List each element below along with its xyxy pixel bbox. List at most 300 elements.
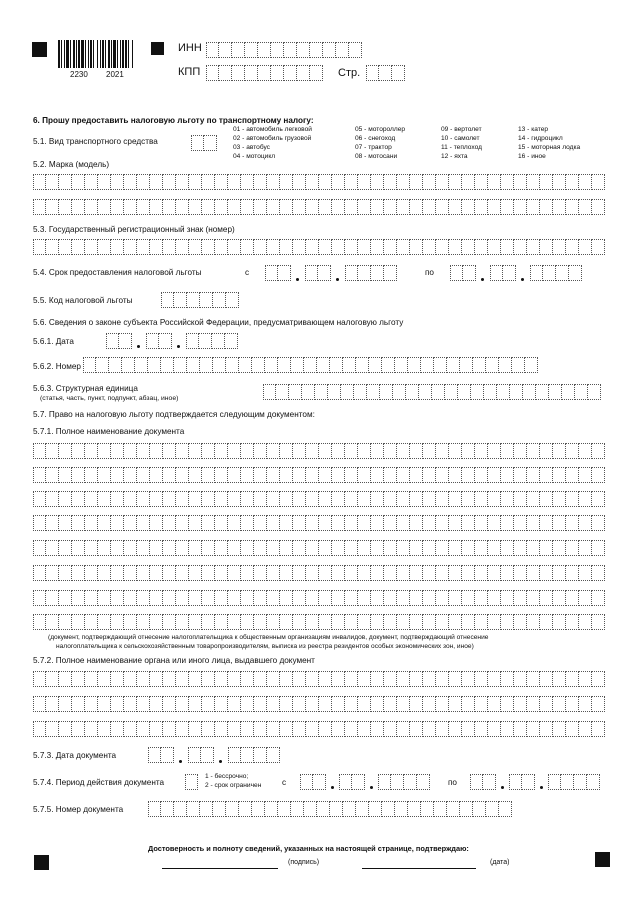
input-cell[interactable] — [471, 384, 484, 400]
reg-number-field[interactable] — [33, 239, 605, 255]
input-cell[interactable] — [462, 443, 475, 459]
input-cell[interactable] — [410, 467, 423, 483]
input-cell[interactable] — [148, 801, 161, 817]
input-cell[interactable] — [436, 443, 449, 459]
input-cell[interactable] — [449, 540, 462, 556]
input-cell[interactable] — [228, 174, 241, 190]
input-cell[interactable] — [163, 671, 176, 687]
input-cell[interactable] — [592, 540, 605, 556]
input-cell[interactable] — [280, 443, 293, 459]
input-cell[interactable] — [527, 239, 540, 255]
input-cell[interactable] — [397, 721, 410, 737]
brand-field-row-2[interactable] — [33, 199, 605, 215]
input-cell[interactable] — [488, 443, 501, 459]
input-cell[interactable] — [410, 239, 423, 255]
input-cell[interactable] — [540, 590, 553, 606]
input-cell[interactable] — [304, 357, 317, 373]
input-cell[interactable] — [408, 801, 421, 817]
validity-to-day[interactable] — [470, 774, 496, 790]
input-cell[interactable] — [241, 671, 254, 687]
input-cell[interactable] — [228, 515, 241, 531]
kpp-field[interactable] — [206, 65, 323, 81]
inn-field[interactable] — [206, 42, 362, 58]
input-cell[interactable] — [462, 491, 475, 507]
input-cell[interactable] — [553, 491, 566, 507]
input-cell[interactable] — [592, 467, 605, 483]
input-cell[interactable] — [410, 565, 423, 581]
signature-line[interactable] — [162, 868, 278, 869]
input-cell[interactable] — [423, 696, 436, 712]
input-cell[interactable] — [137, 174, 150, 190]
validity-to-year[interactable] — [548, 774, 600, 790]
input-cell[interactable] — [185, 774, 198, 790]
input-cell[interactable] — [553, 721, 566, 737]
input-cell[interactable] — [410, 174, 423, 190]
input-cell[interactable] — [150, 614, 163, 630]
input-cell[interactable] — [501, 491, 514, 507]
input-cell[interactable] — [371, 174, 384, 190]
input-cell[interactable] — [72, 671, 85, 687]
input-cell[interactable] — [124, 443, 137, 459]
input-cell[interactable] — [579, 540, 592, 556]
input-cell[interactable] — [423, 565, 436, 581]
input-cell[interactable] — [514, 491, 527, 507]
input-cell[interactable] — [501, 199, 514, 215]
input-cell[interactable] — [410, 199, 423, 215]
input-cell[interactable] — [579, 467, 592, 483]
input-cell[interactable] — [501, 696, 514, 712]
input-cell[interactable] — [302, 384, 315, 400]
input-cell[interactable] — [462, 174, 475, 190]
doc-number-field[interactable] — [148, 801, 512, 817]
input-cell[interactable] — [475, 515, 488, 531]
input-cell[interactable] — [293, 239, 306, 255]
input-cell[interactable] — [85, 540, 98, 556]
input-cell[interactable] — [501, 467, 514, 483]
input-cell[interactable] — [332, 515, 345, 531]
input-cell[interactable] — [98, 721, 111, 737]
input-cell[interactable] — [488, 515, 501, 531]
input-cell[interactable] — [124, 515, 137, 531]
input-cell[interactable] — [306, 721, 319, 737]
input-cell[interactable] — [475, 467, 488, 483]
input-cell[interactable] — [371, 265, 384, 281]
date-line[interactable] — [362, 868, 476, 869]
input-cell[interactable] — [163, 590, 176, 606]
input-cell[interactable] — [226, 357, 239, 373]
input-cell[interactable] — [358, 467, 371, 483]
input-cell[interactable] — [124, 491, 137, 507]
input-cell[interactable] — [150, 671, 163, 687]
input-cell[interactable] — [96, 357, 109, 373]
input-cell[interactable] — [293, 174, 306, 190]
input-cell[interactable] — [46, 239, 59, 255]
input-cell[interactable] — [540, 199, 553, 215]
input-cell[interactable] — [371, 696, 384, 712]
input-cell[interactable] — [267, 239, 280, 255]
input-cell[interactable] — [59, 239, 72, 255]
input-cell[interactable] — [328, 384, 341, 400]
input-cell[interactable] — [592, 174, 605, 190]
period-to-day[interactable] — [450, 265, 476, 281]
input-cell[interactable] — [163, 515, 176, 531]
input-cell[interactable] — [111, 239, 124, 255]
input-cell[interactable] — [395, 357, 408, 373]
input-cell[interactable] — [397, 174, 410, 190]
input-cell[interactable] — [345, 515, 358, 531]
input-cell[interactable] — [384, 565, 397, 581]
input-cell[interactable] — [189, 590, 202, 606]
input-cell[interactable] — [358, 614, 371, 630]
input-cell[interactable] — [137, 540, 150, 556]
input-cell[interactable] — [111, 696, 124, 712]
input-cell[interactable] — [46, 491, 59, 507]
input-cell[interactable] — [579, 491, 592, 507]
input-cell[interactable] — [579, 696, 592, 712]
input-cell[interactable] — [163, 199, 176, 215]
input-cell[interactable] — [189, 696, 202, 712]
input-cell[interactable] — [566, 467, 579, 483]
input-cell[interactable] — [380, 384, 393, 400]
input-cell[interactable] — [300, 774, 313, 790]
input-cell[interactable] — [72, 614, 85, 630]
input-cell[interactable] — [189, 671, 202, 687]
doc-name-row-3[interactable] — [33, 491, 605, 507]
input-cell[interactable] — [228, 540, 241, 556]
input-cell[interactable] — [124, 174, 137, 190]
input-cell[interactable] — [397, 565, 410, 581]
input-cell[interactable] — [187, 292, 200, 308]
input-cell[interactable] — [189, 540, 202, 556]
input-cell[interactable] — [278, 801, 291, 817]
input-cell[interactable] — [297, 65, 310, 81]
input-cell[interactable] — [137, 199, 150, 215]
input-cell[interactable] — [449, 491, 462, 507]
input-cell[interactable] — [514, 671, 527, 687]
input-cell[interactable] — [423, 467, 436, 483]
input-cell[interactable] — [588, 384, 601, 400]
input-cell[interactable] — [358, 515, 371, 531]
input-cell[interactable] — [475, 540, 488, 556]
input-cell[interactable] — [213, 801, 226, 817]
validity-from-year[interactable] — [378, 774, 430, 790]
input-cell[interactable] — [332, 239, 345, 255]
input-cell[interactable] — [122, 357, 135, 373]
input-cell[interactable] — [592, 515, 605, 531]
input-cell[interactable] — [423, 515, 436, 531]
input-cell[interactable] — [212, 333, 225, 349]
input-cell[interactable] — [410, 443, 423, 459]
brand-field-row-1[interactable] — [33, 174, 605, 190]
input-cell[interactable] — [319, 590, 332, 606]
input-cell[interactable] — [254, 239, 267, 255]
input-cell[interactable] — [436, 721, 449, 737]
input-cell[interactable] — [98, 443, 111, 459]
input-cell[interactable] — [254, 540, 267, 556]
input-cell[interactable] — [280, 239, 293, 255]
input-cell[interactable] — [202, 590, 215, 606]
input-cell[interactable] — [228, 199, 241, 215]
input-cell[interactable] — [527, 671, 540, 687]
input-cell[interactable] — [215, 174, 228, 190]
input-cell[interactable] — [215, 199, 228, 215]
input-cell[interactable] — [509, 774, 522, 790]
input-cell[interactable] — [527, 174, 540, 190]
input-cell[interactable] — [98, 199, 111, 215]
input-cell[interactable] — [527, 199, 540, 215]
input-cell[interactable] — [391, 774, 404, 790]
input-cell[interactable] — [241, 174, 254, 190]
input-cell[interactable] — [284, 42, 297, 58]
input-cell[interactable] — [592, 491, 605, 507]
input-cell[interactable] — [345, 721, 358, 737]
input-cell[interactable] — [254, 491, 267, 507]
input-cell[interactable] — [330, 801, 343, 817]
input-cell[interactable] — [371, 443, 384, 459]
input-cell[interactable] — [449, 174, 462, 190]
input-cell[interactable] — [566, 174, 579, 190]
input-cell[interactable] — [280, 565, 293, 581]
input-cell[interactable] — [98, 467, 111, 483]
input-cell[interactable] — [176, 239, 189, 255]
input-cell[interactable] — [241, 721, 254, 737]
input-cell[interactable] — [579, 614, 592, 630]
input-cell[interactable] — [490, 265, 503, 281]
input-cell[interactable] — [33, 721, 46, 737]
input-cell[interactable] — [278, 265, 291, 281]
input-cell[interactable] — [278, 357, 291, 373]
input-cell[interactable] — [228, 467, 241, 483]
input-cell[interactable] — [436, 467, 449, 483]
input-cell[interactable] — [124, 565, 137, 581]
input-cell[interactable] — [293, 721, 306, 737]
input-cell[interactable] — [200, 292, 213, 308]
input-cell[interactable] — [176, 614, 189, 630]
input-cell[interactable] — [150, 721, 163, 737]
input-cell[interactable] — [202, 515, 215, 531]
input-cell[interactable] — [163, 540, 176, 556]
input-cell[interactable] — [384, 540, 397, 556]
input-cell[interactable] — [280, 174, 293, 190]
input-cell[interactable] — [384, 614, 397, 630]
input-cell[interactable] — [449, 696, 462, 712]
input-cell[interactable] — [186, 333, 199, 349]
input-cell[interactable] — [332, 467, 345, 483]
input-cell[interactable] — [46, 614, 59, 630]
input-cell[interactable] — [137, 515, 150, 531]
input-cell[interactable] — [280, 515, 293, 531]
input-cell[interactable] — [284, 65, 297, 81]
input-cell[interactable] — [527, 540, 540, 556]
input-cell[interactable] — [562, 384, 575, 400]
input-cell[interactable] — [72, 565, 85, 581]
input-cell[interactable] — [150, 565, 163, 581]
input-cell[interactable] — [228, 239, 241, 255]
input-cell[interactable] — [72, 515, 85, 531]
input-cell[interactable] — [319, 467, 332, 483]
input-cell[interactable] — [514, 540, 527, 556]
input-cell[interactable] — [423, 239, 436, 255]
input-cell[interactable] — [306, 540, 319, 556]
input-cell[interactable] — [148, 357, 161, 373]
input-cell[interactable] — [206, 65, 219, 81]
input-cell[interactable] — [332, 199, 345, 215]
input-cell[interactable] — [592, 199, 605, 215]
input-cell[interactable] — [254, 671, 267, 687]
input-cell[interactable] — [137, 443, 150, 459]
input-cell[interactable] — [475, 614, 488, 630]
input-cell[interactable] — [150, 467, 163, 483]
input-cell[interactable] — [527, 614, 540, 630]
input-cell[interactable] — [566, 199, 579, 215]
input-cell[interactable] — [150, 491, 163, 507]
input-cell[interactable] — [488, 614, 501, 630]
input-cell[interactable] — [265, 265, 278, 281]
input-cell[interactable] — [488, 491, 501, 507]
input-cell[interactable] — [293, 614, 306, 630]
input-cell[interactable] — [204, 135, 217, 151]
input-cell[interactable] — [356, 801, 369, 817]
input-cell[interactable] — [371, 199, 384, 215]
input-cell[interactable] — [410, 515, 423, 531]
input-cell[interactable] — [241, 199, 254, 215]
input-cell[interactable] — [163, 696, 176, 712]
input-cell[interactable] — [215, 443, 228, 459]
input-cell[interactable] — [85, 515, 98, 531]
doc-date-year[interactable] — [228, 747, 280, 763]
input-cell[interactable] — [367, 384, 380, 400]
input-cell[interactable] — [332, 491, 345, 507]
input-cell[interactable] — [514, 696, 527, 712]
input-cell[interactable] — [436, 491, 449, 507]
input-cell[interactable] — [228, 671, 241, 687]
input-cell[interactable] — [501, 515, 514, 531]
input-cell[interactable] — [421, 801, 434, 817]
input-cell[interactable] — [540, 721, 553, 737]
input-cell[interactable] — [592, 590, 605, 606]
input-cell[interactable] — [72, 540, 85, 556]
input-cell[interactable] — [358, 265, 371, 281]
input-cell[interactable] — [161, 292, 174, 308]
input-cell[interactable] — [475, 721, 488, 737]
input-cell[interactable] — [254, 174, 267, 190]
input-cell[interactable] — [530, 265, 543, 281]
input-cell[interactable] — [111, 515, 124, 531]
input-cell[interactable] — [318, 265, 331, 281]
input-cell[interactable] — [159, 333, 172, 349]
input-cell[interactable] — [202, 671, 215, 687]
input-cell[interactable] — [150, 174, 163, 190]
input-cell[interactable] — [358, 721, 371, 737]
input-cell[interactable] — [200, 801, 213, 817]
input-cell[interactable] — [265, 357, 278, 373]
input-cell[interactable] — [271, 65, 284, 81]
input-cell[interactable] — [436, 239, 449, 255]
input-cell[interactable] — [527, 696, 540, 712]
input-cell[interactable] — [358, 590, 371, 606]
input-cell[interactable] — [488, 565, 501, 581]
input-cell[interactable] — [332, 174, 345, 190]
input-cell[interactable] — [436, 540, 449, 556]
input-cell[interactable] — [174, 357, 187, 373]
input-cell[interactable] — [111, 199, 124, 215]
input-cell[interactable] — [265, 801, 278, 817]
input-cell[interactable] — [587, 774, 600, 790]
input-cell[interactable] — [410, 590, 423, 606]
input-cell[interactable] — [447, 801, 460, 817]
input-cell[interactable] — [148, 747, 161, 763]
input-cell[interactable] — [447, 357, 460, 373]
period-from-day[interactable] — [265, 265, 291, 281]
law-number-field[interactable] — [83, 357, 538, 373]
input-cell[interactable] — [150, 590, 163, 606]
doc-date-month[interactable] — [188, 747, 214, 763]
input-cell[interactable] — [111, 590, 124, 606]
input-cell[interactable] — [397, 199, 410, 215]
input-cell[interactable] — [462, 199, 475, 215]
input-cell[interactable] — [124, 721, 137, 737]
input-cell[interactable] — [371, 239, 384, 255]
input-cell[interactable] — [371, 614, 384, 630]
input-cell[interactable] — [215, 515, 228, 531]
benefit-code-field[interactable] — [161, 292, 239, 308]
input-cell[interactable] — [371, 540, 384, 556]
structural-unit-field[interactable] — [263, 384, 601, 400]
input-cell[interactable] — [332, 443, 345, 459]
input-cell[interactable] — [306, 467, 319, 483]
input-cell[interactable] — [291, 357, 304, 373]
input-cell[interactable] — [345, 265, 358, 281]
input-cell[interactable] — [163, 721, 176, 737]
input-cell[interactable] — [566, 515, 579, 531]
law-date-year[interactable] — [186, 333, 238, 349]
input-cell[interactable] — [345, 239, 358, 255]
input-cell[interactable] — [397, 614, 410, 630]
input-cell[interactable] — [366, 65, 379, 81]
input-cell[interactable] — [514, 467, 527, 483]
input-cell[interactable] — [397, 540, 410, 556]
input-cell[interactable] — [501, 590, 514, 606]
input-cell[interactable] — [98, 515, 111, 531]
input-cell[interactable] — [553, 239, 566, 255]
input-cell[interactable] — [310, 65, 323, 81]
input-cell[interactable] — [319, 671, 332, 687]
input-cell[interactable] — [267, 565, 280, 581]
input-cell[interactable] — [579, 199, 592, 215]
input-cell[interactable] — [163, 565, 176, 581]
input-cell[interactable] — [85, 671, 98, 687]
input-cell[interactable] — [358, 239, 371, 255]
input-cell[interactable] — [592, 443, 605, 459]
input-cell[interactable] — [271, 42, 284, 58]
input-cell[interactable] — [497, 384, 510, 400]
input-cell[interactable] — [98, 696, 111, 712]
period-from-year[interactable] — [345, 265, 397, 281]
input-cell[interactable] — [215, 721, 228, 737]
input-cell[interactable] — [384, 174, 397, 190]
input-cell[interactable] — [345, 540, 358, 556]
input-cell[interactable] — [202, 443, 215, 459]
input-cell[interactable] — [323, 42, 336, 58]
input-cell[interactable] — [384, 671, 397, 687]
input-cell[interactable] — [98, 491, 111, 507]
input-cell[interactable] — [241, 565, 254, 581]
input-cell[interactable] — [228, 721, 241, 737]
input-cell[interactable] — [436, 696, 449, 712]
input-cell[interactable] — [553, 540, 566, 556]
input-cell[interactable] — [98, 671, 111, 687]
input-cell[interactable] — [163, 239, 176, 255]
